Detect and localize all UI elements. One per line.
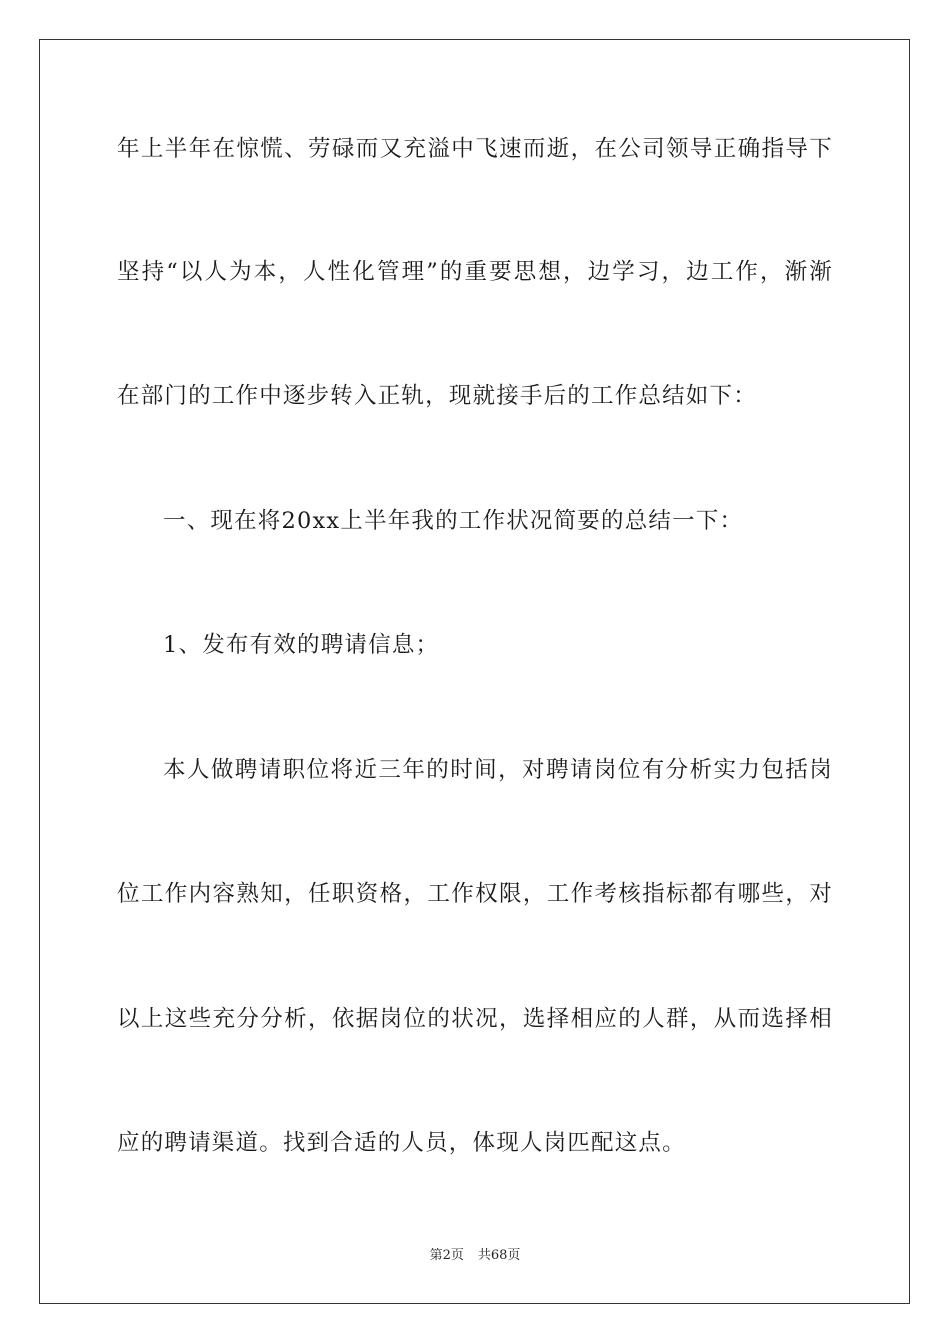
body-line-1: 年上半年在惊慌、劳碌而又充溢中飞速而逝，在公司领导正确指导下 [117,136,833,162]
page-number: 第2页 [429,1248,464,1263]
section-heading: 一、现在将20xx上半年我的工作状况简要的总结一下： [163,508,744,534]
body-line-2: 坚持“以人为本，人性化管理”的重要思想，边学习，边工作，渐渐 [117,259,833,285]
body-line-6: 本人做聘请职位将近三年的时间，对聘请岗位有分析实力包括岗 [163,757,833,783]
total-pages: 共68页 [477,1248,521,1263]
body-line-3: 在部门的工作中逐步转入正轨，现就接手后的工作总结如下： [117,383,757,409]
page-border [39,39,910,1304]
subsection-heading: 1、发布有效的聘请信息； [163,632,440,658]
body-line-7: 位工作内容熟知，任职资格，工作权限，工作考核指标都有哪些，对 [117,881,833,907]
page-footer [0,1247,950,1265]
body-line-9: 应的聘请渠道。找到合适的人员，体现人岗匹配这点。 [117,1130,686,1156]
body-line-8: 以上这些充分分析，依据岗位的状况，选择相应的人群，从而选择相 [117,1006,833,1032]
